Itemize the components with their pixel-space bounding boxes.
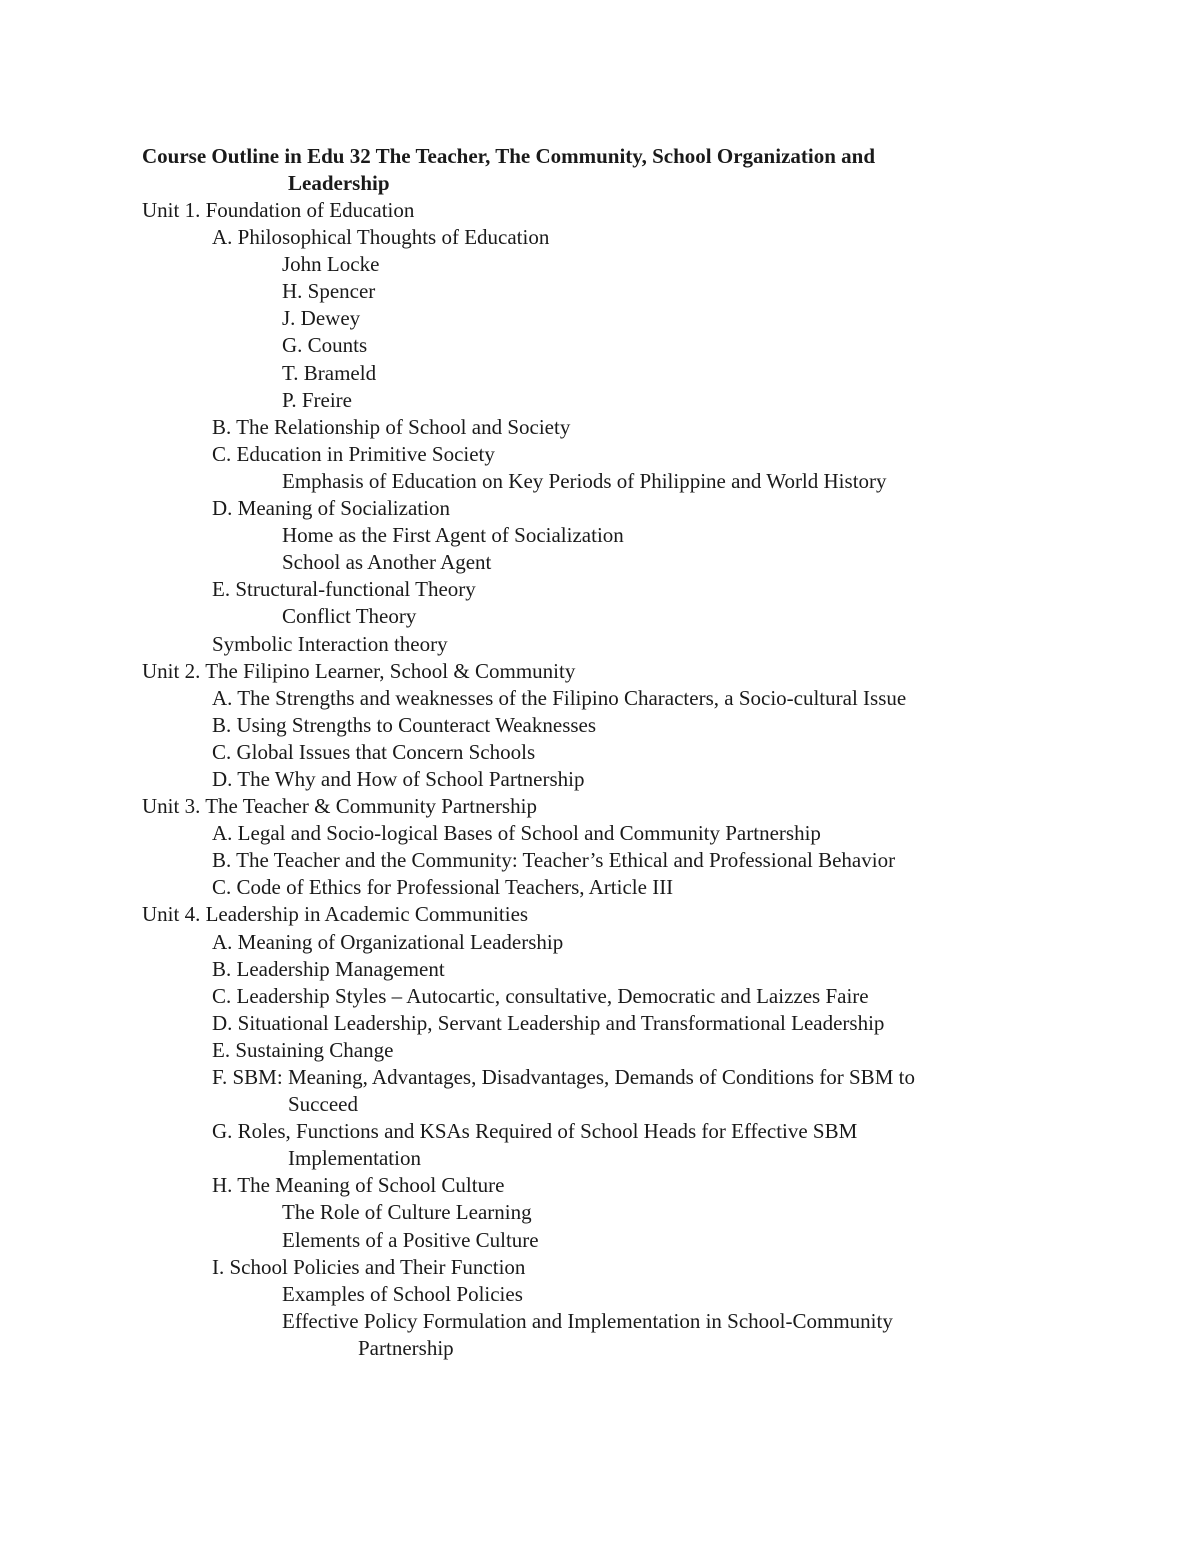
outline-line: C. Code of Ethics for Professional Teachers, Article III bbox=[212, 875, 674, 900]
outline-line: The Role of Culture Learning bbox=[282, 1200, 532, 1225]
outline-line: Succeed bbox=[288, 1092, 358, 1117]
course-outline bbox=[142, 197, 1142, 1362]
outline-line: Partnership bbox=[358, 1335, 454, 1360]
outline-line: Unit 4. Leadership in Academic Communities bbox=[142, 902, 529, 927]
outline-line: I. School Policies and Their Function bbox=[212, 1254, 526, 1279]
outline-line: Examples of School Policies bbox=[282, 1281, 523, 1306]
outline-line: P. Freire bbox=[282, 387, 352, 412]
outline-line: C. Education in Primitive Society bbox=[212, 441, 495, 466]
outline-line: D. The Why and How of School Partnership bbox=[212, 766, 585, 791]
outline-line: Unit 3. The Teacher & Community Partnership bbox=[142, 794, 537, 819]
outline-line: A. Meaning of Organizational Leadership bbox=[212, 929, 564, 954]
outline-line: B. Using Strengths to Counteract Weaknesses bbox=[212, 712, 597, 737]
outline-line: C. Global Issues that Concern Schools bbox=[212, 739, 536, 764]
outline-line: Emphasis of Education on Key Periods of Philippine and World History bbox=[282, 468, 887, 493]
outline-line: John Locke bbox=[282, 252, 380, 277]
outline-line: A. Philosophical Thoughts of Education bbox=[212, 225, 550, 250]
outline-line: A. The Strengths and weaknesses of the Filipino Characters, a Socio-cultural Issue bbox=[212, 685, 907, 710]
outline-line: Elements of a Positive Culture bbox=[282, 1227, 539, 1252]
title-line-1: Course Outline in Edu 32 The Teacher, The Community, School Organization and bbox=[142, 144, 876, 168]
outline-line: Home as the First Agent of Socialization bbox=[282, 523, 624, 548]
outline-line: School as Another Agent bbox=[282, 550, 492, 575]
outline-line: H. The Meaning of School Culture bbox=[212, 1173, 505, 1198]
outline-line: C. Leadership Styles – Autocartic, consultative, Democratic and Laizzes Faire bbox=[212, 983, 869, 1008]
outline-line: Effective Policy Formulation and Implementation in School-Community bbox=[282, 1308, 893, 1333]
outline-line: J. Dewey bbox=[282, 306, 361, 331]
outline-line: T. Brameld bbox=[282, 360, 377, 385]
outline-line: E. Sustaining Change bbox=[212, 1037, 394, 1062]
outline-line: E. Structural-functional Theory bbox=[212, 577, 476, 602]
outline-line: F. SBM: Meaning, Advantages, Disadvantages, Demands of Conditions for SBM to bbox=[212, 1065, 915, 1089]
outline-line: B. The Relationship of School and Society bbox=[212, 414, 571, 439]
outline-line: Conflict Theory bbox=[282, 604, 417, 629]
outline-line: Unit 2. The Filipino Learner, School & Community bbox=[142, 658, 576, 683]
outline-line: A. Legal and Socio-logical Bases of School and Community Partnership bbox=[212, 821, 821, 846]
outline-line: Implementation bbox=[288, 1146, 421, 1171]
outline-line: G. Counts bbox=[282, 333, 368, 358]
outline-line: B. The Teacher and the Community: Teacher’s Ethical and Professional Behavior bbox=[212, 848, 896, 873]
outline-line: D. Meaning of Socialization bbox=[212, 496, 450, 521]
document-title bbox=[142, 143, 1042, 197]
outline-line: D. Situational Leadership, Servant Leadership and Transformational Leadership bbox=[212, 1010, 885, 1035]
outline-line: Symbolic Interaction theory bbox=[212, 631, 448, 656]
outline-line: Unit 1. Foundation of Education bbox=[142, 198, 415, 222]
outline-line: B. Leadership Management bbox=[212, 956, 445, 981]
outline-line: H. Spencer bbox=[282, 279, 376, 304]
title-line-2: Leadership bbox=[288, 171, 390, 195]
outline-line: G. Roles, Functions and KSAs Required of School Heads for Effective SBM bbox=[212, 1119, 858, 1144]
